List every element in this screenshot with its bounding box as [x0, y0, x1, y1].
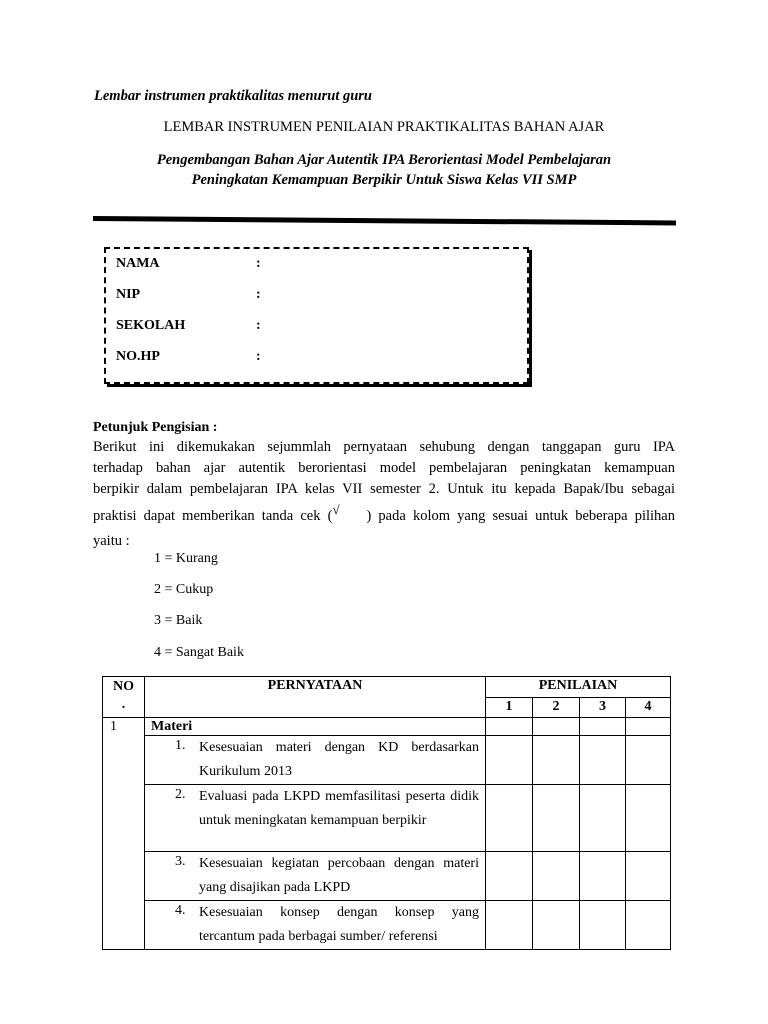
- rating-cell[interactable]: [486, 718, 533, 736]
- rating-cell[interactable]: [626, 736, 671, 785]
- header-no: [103, 677, 145, 718]
- scale-item-2: 2 = Cukup: [154, 582, 214, 597]
- section-number: 1: [103, 718, 145, 950]
- identity-field-sekolah[interactable]: :: [256, 318, 261, 333]
- instructions-line-1: Berikut ini dikemukakan sejummlah pernyataan sehubung dengan tanggapan guru IPA: [93, 439, 675, 455]
- header-rating: PENILAIAN: [486, 677, 671, 698]
- rating-cell[interactable]: [486, 901, 533, 950]
- table-row: [103, 785, 671, 852]
- rating-cell[interactable]: [580, 718, 626, 736]
- rating-col-3: 3: [580, 698, 626, 718]
- assessment-table: [102, 676, 671, 950]
- instructions-line-2: terhadap bahan ajar autentik berorientasi model pembelajaran peningkatan kemampuan: [93, 460, 675, 476]
- rating-col-2: 2: [533, 698, 580, 718]
- identity-label-nip: NIP: [116, 287, 141, 302]
- rating-cell[interactable]: [533, 901, 580, 950]
- check-mark-icon: √: [332, 502, 340, 517]
- rating-cell[interactable]: [486, 736, 533, 785]
- scale-item-1: 1 = Kurang: [154, 551, 218, 566]
- rating-cell[interactable]: [580, 785, 626, 852]
- subtitle-line-2: Peningkatan Kemampuan Berpikir Untuk Siswa Kelas VII SMP: [191, 172, 577, 188]
- header-divider: [93, 216, 676, 225]
- instructions-line-4-start: praktisi dapat memberikan tanda cek (: [93, 508, 333, 524]
- rating-cell[interactable]: [533, 785, 580, 852]
- document-pre-title: Lembar instrumen praktikalitas menurut guru: [94, 88, 372, 104]
- rating-cell[interactable]: [580, 901, 626, 950]
- table-row: [103, 736, 671, 785]
- identity-label-nohp: NO.HP: [116, 349, 160, 364]
- table-row: [103, 901, 671, 950]
- rating-cell[interactable]: [533, 736, 580, 785]
- instructions-line-4-end: ) pada kolom yang sesuai untuk beberapa pilihan: [366, 508, 675, 524]
- rating-cell[interactable]: [486, 852, 533, 901]
- rating-cell[interactable]: [626, 785, 671, 852]
- header-no-dot: .: [121, 697, 126, 712]
- statement-cell: [145, 901, 486, 950]
- table-row: [103, 852, 671, 901]
- rating-cell[interactable]: [533, 718, 580, 736]
- rating-cell[interactable]: [486, 785, 533, 852]
- section-title: Materi: [145, 718, 486, 736]
- rating-cell[interactable]: [626, 901, 671, 950]
- rating-cell[interactable]: [580, 736, 626, 785]
- document-main-title: LEMBAR INSTRUMEN PENILAIAN PRAKTIKALITAS BAHAN AJAR: [163, 119, 605, 135]
- header-no-label: NO: [113, 679, 134, 694]
- rating-cell[interactable]: [533, 852, 580, 901]
- instructions-heading: Petunjuk Pengisian :: [93, 420, 218, 435]
- statement-text: Kesesuaian kegiatan percobaan dengan materi yang disajikan pada LKPD: [199, 856, 479, 895]
- subtitle-line-1: Pengembangan Bahan Ajar Autentik IPA Berorientasi Model Pembelajaran: [156, 152, 612, 168]
- rating-cell[interactable]: [580, 852, 626, 901]
- instructions-line-5: yaitu :: [93, 533, 130, 549]
- rating-col-4: 4: [626, 698, 671, 718]
- scale-item-3: 3 = Baik: [154, 613, 203, 628]
- statement-number: 1.: [175, 738, 186, 753]
- statement-text: Evaluasi pada LKPD memfasilitasi peserta didik untuk meningkatan kemampuan berpikir: [199, 789, 479, 828]
- statement-number: 4.: [175, 903, 186, 918]
- identity-field-nip[interactable]: :: [256, 287, 261, 302]
- rating-col-1: 1: [486, 698, 533, 718]
- statement-cell: [145, 785, 486, 852]
- identity-label-nama: NAMA: [116, 256, 160, 271]
- statement-number: 3.: [175, 854, 186, 869]
- identity-box: [104, 247, 529, 384]
- rating-cell[interactable]: [626, 718, 671, 736]
- instructions-line-4: [93, 502, 675, 525]
- statement-cell: [145, 852, 486, 901]
- instructions-line-3: berpikir dalam pembelajaran IPA kelas VII semester 2. Untuk itu kepada Bapak/Ibu sebagai: [93, 481, 675, 497]
- statement-number: 2.: [175, 787, 186, 802]
- statement-text: Kesesuaian konsep dengan konsep yang tercantum pada berbagai sumber/ referensi: [199, 905, 479, 944]
- document-subtitle: [0, 150, 768, 190]
- header-statement: PERNYATAAN: [145, 677, 486, 718]
- statement-cell: [145, 736, 486, 785]
- statement-text: Kesesuaian materi dengan KD berdasarkan Kurikulum 2013: [199, 740, 479, 779]
- identity-field-nama[interactable]: :: [256, 256, 261, 271]
- rating-cell[interactable]: [626, 852, 671, 901]
- identity-label-sekolah: SEKOLAH: [116, 318, 186, 333]
- scale-item-4: 4 = Sangat Baik: [154, 645, 244, 660]
- identity-field-nohp[interactable]: :: [256, 349, 261, 364]
